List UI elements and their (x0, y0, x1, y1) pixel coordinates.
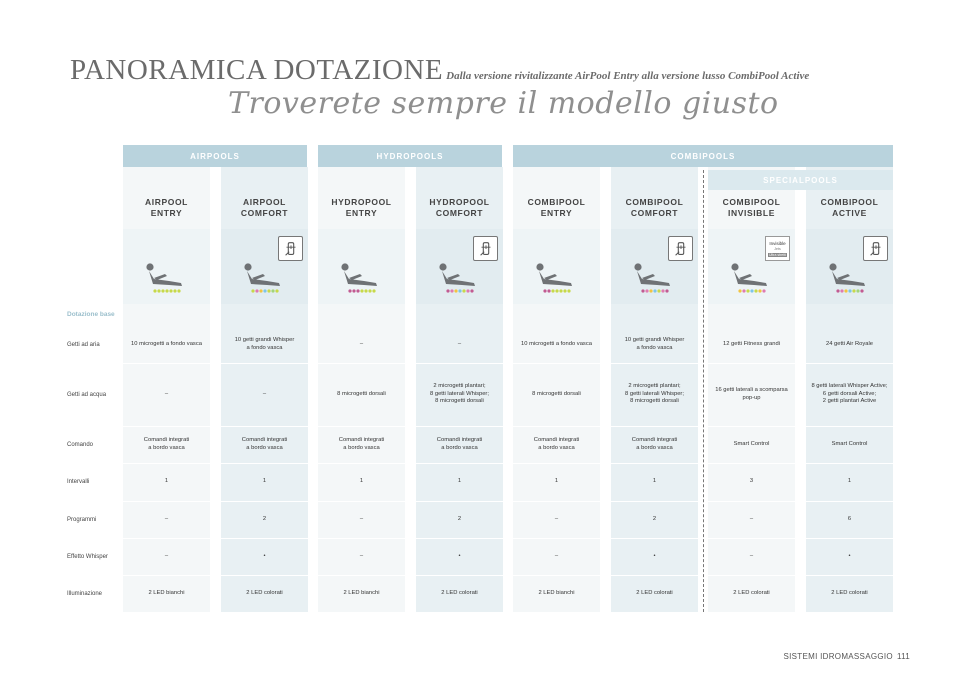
product-name (221, 197, 308, 219)
row-divider (123, 463, 210, 464)
row-divider (611, 426, 698, 427)
product-column (221, 167, 308, 612)
product-name-line1: AIRPOOL (145, 197, 188, 207)
spec-cell: 10 microgetti a fondo vasca (521, 340, 592, 347)
row-divider (123, 575, 210, 576)
spec-cell: 2 LED colorati (246, 589, 283, 596)
spec-cell: – (749, 552, 754, 559)
remote-control-icon (278, 236, 303, 261)
row-divider (806, 538, 893, 539)
group-header-combipools: COMBIPOOLS (513, 145, 893, 167)
spec-cell: 10 getti grandi Whisper a fondo vasca (624, 337, 685, 351)
row-divider (416, 426, 503, 427)
row-divider (123, 538, 210, 539)
spec-cell: 3 (749, 478, 754, 485)
row-divider (513, 363, 600, 364)
row-divider (221, 538, 308, 539)
row-label: Comando (67, 441, 94, 448)
spec-cell: 2 LED colorati (831, 589, 868, 596)
product-name-line2: COMFORT (630, 208, 679, 218)
row-divider (806, 363, 893, 364)
spec-cell: 2 LED colorati (441, 589, 478, 596)
row-divider (513, 538, 600, 539)
product-illustration (123, 229, 210, 304)
row-label: Effetto Whisper (67, 553, 108, 560)
remote-control-icon (863, 236, 888, 261)
product-illustration (221, 229, 308, 304)
product-column (708, 167, 795, 612)
spec-cell: 10 microgetti a fondo vasca (131, 340, 202, 347)
product-name (708, 197, 795, 219)
row-divider (416, 363, 503, 364)
spec-cell: Comandi integrati a bordo vasca (631, 437, 678, 451)
product-column (318, 167, 405, 612)
row-divider (708, 363, 795, 364)
product-illustration (416, 229, 503, 304)
row-divider (123, 501, 210, 502)
product-column (513, 167, 600, 612)
row-label: Getti ad aria (67, 341, 100, 348)
spec-cell: – (457, 340, 462, 347)
product-name-line1: AIRPOOL (243, 197, 286, 207)
spec-cell: – (359, 515, 364, 522)
spec-cell: – (554, 552, 559, 559)
invisible-badge-text: Invisible (769, 240, 786, 246)
section-label: Dotazione base (67, 311, 115, 318)
remote-control-icon (668, 236, 693, 261)
spec-cell: 16 getti laterali a scomparsa pop-up (715, 387, 788, 401)
row-label: Programmi (67, 516, 97, 523)
spec-cell: 1 (164, 478, 169, 485)
row-divider (513, 575, 600, 576)
product-column (806, 167, 893, 612)
row-divider (806, 501, 893, 502)
title-subtitle: Dalla versione rivitalizzante AirPool Entry alla versione lusso CombiPool Active (446, 70, 810, 82)
row-divider (221, 501, 308, 502)
spec-cell: Comandi integrati a bordo vasca (436, 437, 483, 451)
spec-cell: 2 (457, 515, 462, 522)
row-divider (611, 363, 698, 364)
product-illustration (806, 229, 893, 304)
product-name-line1: COMBIPOOL (625, 197, 684, 207)
product-name-line2: COMFORT (240, 208, 289, 218)
product-name-line2: ENTRY (150, 208, 183, 218)
product-illustration (708, 229, 795, 304)
spec-cell: Smart Control (733, 440, 770, 447)
product-name-line1: HYDROPOOL (429, 197, 490, 207)
product-name-line2: COMFORT (435, 208, 484, 218)
spec-cell: – (359, 340, 364, 347)
spec-cell: 1 (652, 478, 657, 485)
spec-cell: 1 (457, 478, 462, 485)
spec-cell: 2 LED colorati (636, 589, 673, 596)
product-name (318, 197, 405, 219)
spec-cell: – (359, 552, 364, 559)
product-name (611, 197, 698, 219)
row-divider (513, 463, 600, 464)
row-divider (221, 363, 308, 364)
bather-figure-icon (336, 259, 386, 295)
row-divider (611, 575, 698, 576)
specialpools-divider (703, 170, 704, 612)
row-divider (806, 575, 893, 576)
spec-cell: 2 microgetti plantari; 8 getti laterali Whisper; 8 microgetti dorsali (625, 383, 684, 405)
product-name-line2: ENTRY (345, 208, 378, 218)
spec-cell: – (262, 390, 267, 397)
row-divider (416, 463, 503, 464)
spec-cell: 1 (554, 478, 559, 485)
spec-cell: • (848, 552, 851, 559)
spec-cell: 1 (847, 478, 852, 485)
row-divider (416, 538, 503, 539)
spec-cell: 2 (652, 515, 657, 522)
spec-cell: 8 getti laterali Whisper Active; 6 getti dorsali Active; 2 getti plantari Active (811, 383, 888, 405)
row-divider (416, 501, 503, 502)
page-footer (784, 652, 911, 661)
spec-cell: Comandi integrati a bordo vasca (143, 437, 190, 451)
spec-cell: Comandi integrati a bordo vasca (533, 437, 580, 451)
spec-cell: • (263, 552, 266, 559)
row-divider (416, 575, 503, 576)
bather-figure-icon (531, 259, 581, 295)
row-divider (318, 575, 405, 576)
product-illustration (318, 229, 405, 304)
spec-cell: 12 getti Fitness grandi (722, 340, 781, 347)
product-name-line1: HYDROPOOL (331, 197, 392, 207)
product-column (611, 167, 698, 612)
product-column (416, 167, 503, 612)
row-divider (708, 426, 795, 427)
spec-cell: • (458, 552, 461, 559)
spec-cell: 10 getti grandi Whisper a fondo vasca (234, 337, 295, 351)
product-name (416, 197, 503, 219)
row-divider (221, 575, 308, 576)
spec-cell: 1 (359, 478, 364, 485)
invisible-jets-badge (765, 236, 790, 261)
row-divider (318, 538, 405, 539)
remote-control-icon (473, 236, 498, 261)
spec-cell: – (164, 552, 169, 559)
row-divider (318, 363, 405, 364)
spec-cell: • (653, 552, 656, 559)
group-header-airpools: AIRPOOLS (123, 145, 307, 167)
group-header-hydropools: HYDROPOOLS (318, 145, 502, 167)
spec-cell: 8 microgetti dorsali (337, 390, 386, 397)
title-main: PANORAMICA DOTAZIONE (70, 54, 444, 86)
row-divider (708, 538, 795, 539)
product-name-line1: COMBIPOOL (820, 197, 879, 207)
invisible-badge-text: Ultra stretti (769, 252, 786, 257)
page-number: 111 (896, 652, 910, 661)
spec-cell: – (164, 515, 169, 522)
spec-cell: Smart Control (831, 440, 868, 447)
spec-cell: Comandi integrati a bordo vasca (338, 437, 385, 451)
spec-cell: – (554, 515, 559, 522)
row-divider (221, 426, 308, 427)
bather-figure-icon (434, 259, 484, 295)
spec-cell: 2 microgetti plantari; 8 getti laterali Whisper; 8 microgetti dorsali (430, 383, 489, 405)
row-divider (318, 463, 405, 464)
invisible-badge-text: Jets (774, 246, 781, 251)
row-divider (611, 538, 698, 539)
row-divider (611, 463, 698, 464)
row-divider (318, 426, 405, 427)
product-name-line2: INVISIBLE (728, 208, 775, 218)
row-divider (513, 501, 600, 502)
product-column (123, 167, 210, 612)
row-label: Intervalli (67, 479, 90, 485)
spec-cell: – (164, 390, 169, 397)
row-divider (221, 463, 308, 464)
row-label: Illuminazione (67, 590, 103, 597)
row-divider (318, 501, 405, 502)
row-divider (708, 463, 795, 464)
spec-cell: 6 (847, 515, 852, 522)
product-name-line1: COMBIPOOL (722, 197, 781, 207)
row-divider (708, 575, 795, 576)
spec-cell: 2 (262, 515, 267, 522)
group-header-specialpools: SPECIALPOOLS (708, 170, 893, 190)
product-name (806, 197, 893, 219)
spec-cell: 1 (262, 478, 267, 485)
bather-figure-icon (629, 259, 679, 295)
row-divider (513, 426, 600, 427)
row-divider (123, 363, 210, 364)
spec-cell: 2 LED colorati (733, 589, 770, 596)
footer-text: SISTEMI IDROMASSAGGIO (783, 652, 893, 661)
spec-cell: 8 microgetti dorsali (532, 390, 581, 397)
spec-cell: 2 LED bianchi (538, 589, 575, 596)
product-name-line2: ACTIVE (832, 208, 867, 218)
row-divider (806, 426, 893, 427)
row-divider (708, 501, 795, 502)
product-name (123, 197, 210, 219)
row-divider (123, 426, 210, 427)
spec-cell: 24 getti Air Royale (825, 340, 874, 347)
row-label: Getti ad acqua (67, 391, 107, 398)
bather-figure-icon (239, 259, 289, 295)
row-divider (806, 463, 893, 464)
product-name (513, 197, 600, 219)
row-divider (611, 501, 698, 502)
spec-cell: Comandi integrati a bordo vasca (241, 437, 288, 451)
tagline: Troverete sempre il modello giusto (228, 86, 779, 121)
product-name-line2: ENTRY (540, 208, 573, 218)
product-illustration (513, 229, 600, 304)
spec-cell: 2 LED bianchi (148, 589, 185, 596)
spec-cell: 2 LED bianchi (343, 589, 380, 596)
product-illustration (611, 229, 698, 304)
page-title (70, 54, 809, 87)
bather-figure-icon (824, 259, 874, 295)
bather-figure-icon (726, 259, 776, 295)
product-name-line1: COMBIPOOL (527, 197, 586, 207)
spec-cell: – (749, 515, 754, 522)
bather-figure-icon (141, 259, 191, 295)
